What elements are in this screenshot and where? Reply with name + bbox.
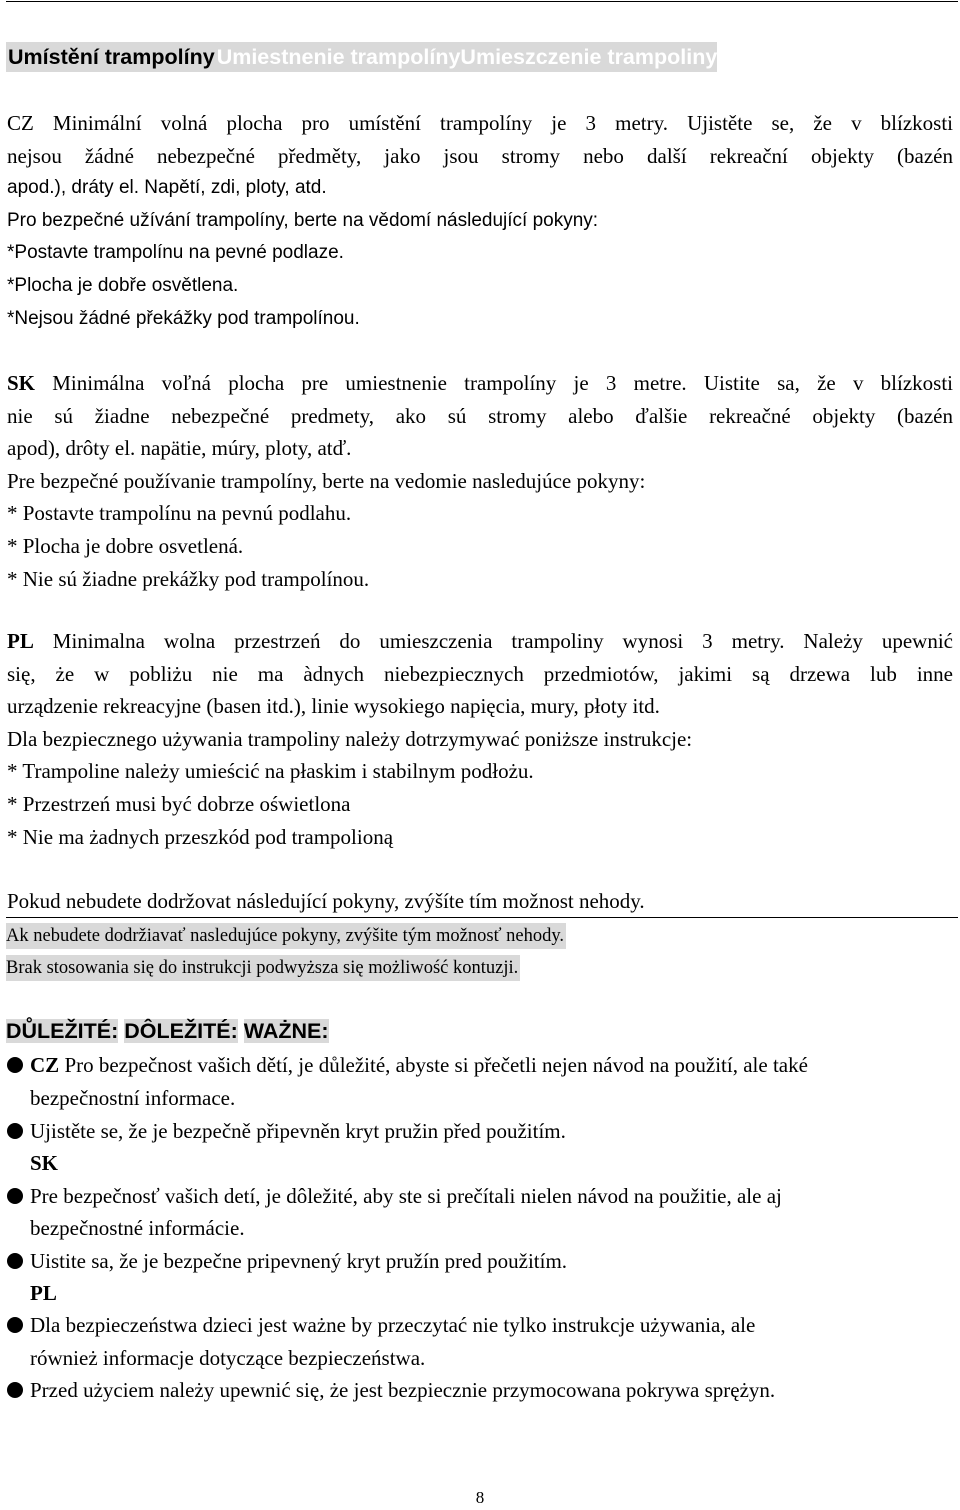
important-heading <box>6 1016 329 1047</box>
pl-code: PL <box>7 629 34 653</box>
bullet-cz-1-text: Pro bezpečnost vašich dětí, je důležité, abyste si přečetli nejen návod na použití, ale také <box>59 1053 808 1077</box>
bullet-pl-1-text: Dla bezpieczeństwa dzieci jest ważne by przeczytać nie tylko instrukcje używania, ale <box>30 1313 756 1337</box>
cz-line-3: apod.), dráty el. Napětí, zdi, ploty, atd. <box>7 177 327 199</box>
warning-sk: Ak nebudete dodržiavať nasledujúce pokyny, zvýšite tým možnosť nehody. <box>6 923 566 949</box>
cz-line-2: nejsou žádné nebezpečné předměty, jako jsou stromy nebo další rekreační objekty (bazén <box>7 143 953 168</box>
section-heading <box>6 42 717 72</box>
bullet-icon <box>7 1317 23 1333</box>
pl-paragraph <box>7 625 953 853</box>
bullet-cz-1-line-2: bezpečnostní informace. <box>30 1086 236 1110</box>
top-rule <box>6 1 958 2</box>
cz-line-6: *Plocha je dobře osvětlena. <box>7 274 239 296</box>
sk-line-2: nie sú žiadne nebezpečné predmety, ako sú stromy alebo ďalšie rekreačné objekty (bazén <box>7 403 953 428</box>
cz-paragraph <box>7 107 953 335</box>
sk-line-6: * Plocha je dobre osvetlená. <box>7 533 244 558</box>
sk-line-1-text: Minimálna voľná plocha pre umiestnenie trampolíny je 3 metre. Uistite sa, že v blízkosti <box>35 371 953 395</box>
important-sk: DÔLEŽITÉ: <box>124 1019 238 1043</box>
warning-pl: Brak stosowania się do instrukcji podwyższa się możliwość kontuzji. <box>6 955 520 981</box>
bullet-pl-1-line-2: również informacje dotyczące bezpieczeństwa. <box>30 1346 426 1370</box>
pl-line-4: Dla bezpiecznego używania trampoliny należy dotrzymywać poniższe instrukcje: <box>7 726 693 751</box>
label-pl: PL <box>30 1281 57 1305</box>
sk-line-1 <box>7 367 953 400</box>
bullet-pl-2-text: Przed użyciem należy upewnić się, że jest bezpiecznie przymocowana pokrywa sprężyn. <box>30 1378 776 1402</box>
warning-rule <box>6 917 958 918</box>
sk-line-7: * Nie sú žiadne prekážky pod trampolínou. <box>7 566 370 591</box>
bullet-cz-2-text: Ujistěte se, že je bezpečně připevněn kryt pružin před použitím. <box>30 1119 566 1143</box>
pl-line-5: * Trampoline należy umieścić na płaskim i stabilnym podłożu. <box>7 759 534 784</box>
bullet-icon <box>7 1057 23 1073</box>
bullet-sk-2-text: Uistite sa, že je bezpečne pripevnený kryt pružín pred použitím. <box>30 1249 568 1273</box>
pl-line-3: urządzenie rekreacyjne (basen itd.), linie wysokiego napięcia, mury, płoty itd. <box>7 694 660 719</box>
label-sk: SK <box>30 1151 59 1175</box>
heading-cz: Umístění trampolíny <box>8 45 215 69</box>
bullet-cz-code: CZ <box>30 1053 60 1077</box>
important-cz: DŮLEŽITÉ: <box>6 1019 119 1043</box>
cz-line-4: Pro bezpečné užívání trampolíny, berte na vědomí následující pokyny: <box>7 209 599 231</box>
cz-line-5: *Postavte trampolínu na pevné podlaze. <box>7 242 344 264</box>
pl-line-1-text: Minimalna wolna przestrzeń do umieszczenia trampoliny wynosi 3 metry. Należy upewnić <box>33 629 953 653</box>
important-pl: WAŻNE: <box>243 1019 329 1043</box>
bullet-sk-1-text: Pre bezpečnosť vašich detí, je dôležité, aby ste si prečítali nielen návod na použitie, ale aj <box>30 1184 782 1208</box>
heading-pl: Umieszczenie trampoliny <box>460 45 718 69</box>
pl-line-1 <box>7 625 953 658</box>
sk-line-5: * Postavte trampolínu na pevnú podlahu. <box>7 501 352 526</box>
warning-cz: Pokud nebudete dodržovat následující pokyny, zvýšíte tím možnost nehody. <box>7 889 645 913</box>
sk-line-4: Pre bezpečné používanie trampolíny, berte na vedomie nasledujúce pokyny: <box>7 468 646 493</box>
bullet-icon <box>7 1188 23 1204</box>
heading-sk: Umiestnenie trampolíny <box>216 45 461 69</box>
sk-code: SK <box>7 371 36 395</box>
cz-line-7: *Nejsou žádné překážky pod trampolínou. <box>7 307 360 329</box>
bullet-icon <box>7 1382 23 1398</box>
pl-line-7: * Nie ma żadnych przeszkód pod trampolioną <box>7 824 394 849</box>
bullet-icon <box>7 1123 23 1139</box>
cz-line-1: CZ Minimální volná plocha pro umístění trampolíny je 3 metry. Ujistěte se, že v blízkosti <box>7 111 953 135</box>
page-number: 8 <box>475 1488 485 1507</box>
sk-line-3: apod), drôty el. napätie, múry, ploty, atď. <box>7 436 352 461</box>
pl-line-2: się, że w pobliżu nie ma àdnych niebezpiecznych przedmiotów, jakimi są drzewa lub inne <box>7 661 953 686</box>
bullet-sk-1-line-2: bezpečnostné informácie. <box>30 1216 245 1240</box>
bullet-icon <box>7 1253 23 1269</box>
sk-paragraph <box>7 367 953 595</box>
pl-line-6: * Przestrzeń musi być dobrze oświetlona <box>7 791 351 816</box>
